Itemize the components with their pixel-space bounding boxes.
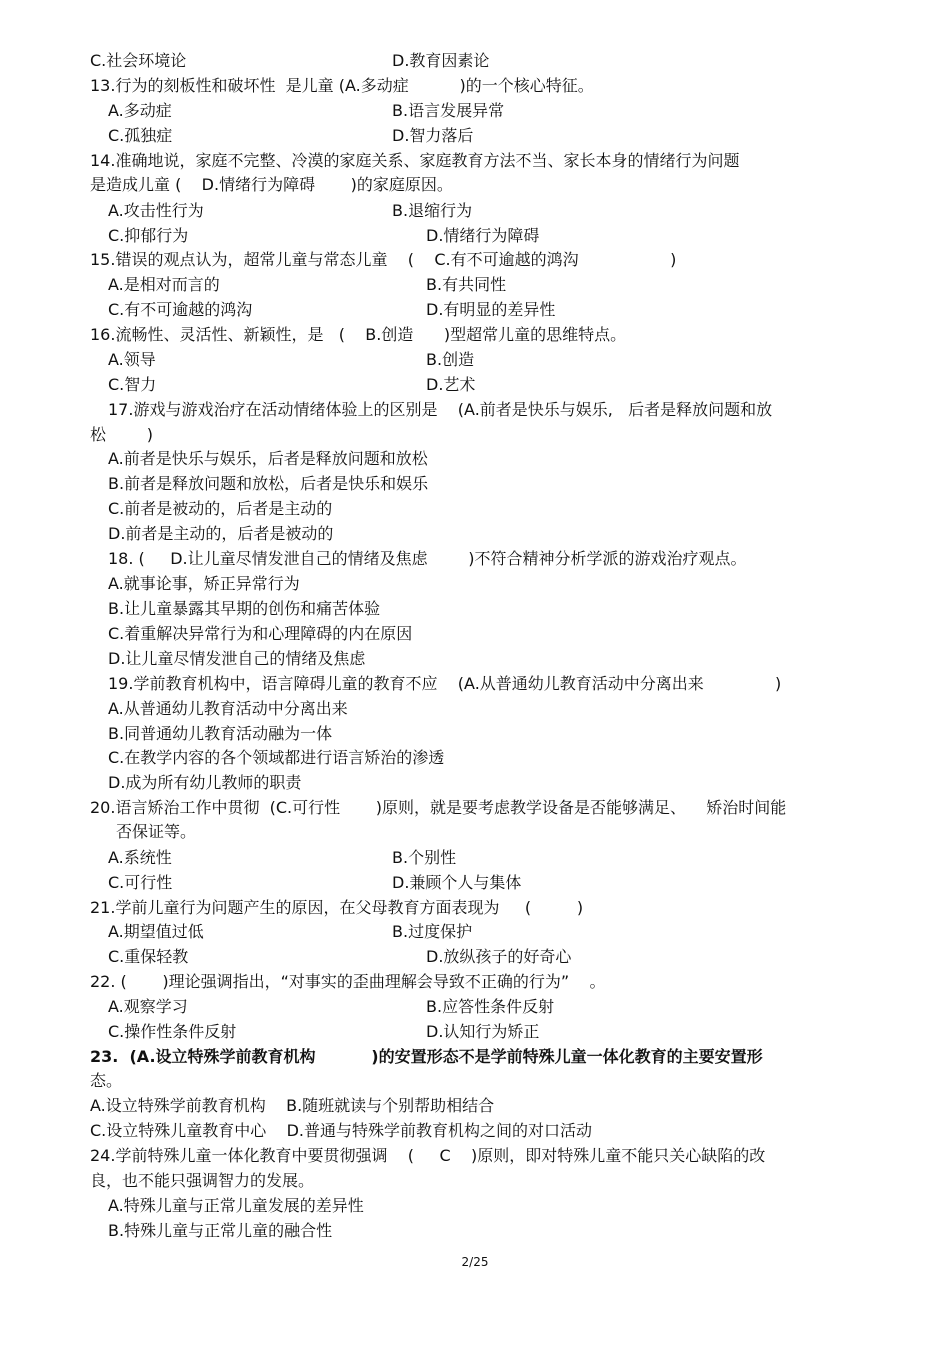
option-b: B.应答性条件反射 — [426, 997, 555, 1016]
option-d: D.智力落后 — [392, 126, 474, 145]
option-c: C.有不可逾越的鸿沟 — [108, 300, 253, 319]
option-a: A.从普通幼儿教育活动中分离出来 — [108, 699, 348, 718]
option-b: B.前者是释放问题和放松，后者是快乐和娱乐 — [108, 474, 429, 493]
option-b: B.同普通幼儿教育活动融为一体 — [108, 724, 333, 743]
question-23-cont: 态。 — [90, 1071, 123, 1090]
option-d: D.让儿童尽情发泄自己的情绪及焦虑 — [108, 649, 366, 668]
option-b: B.退缩行为 — [392, 201, 473, 220]
option-b: B.让儿童暴露其早期的创伤和痛苦体验 — [108, 599, 381, 618]
question-21: 21.学前儿童行为问题产生的原因，在父母教育方面表现为 ( ) — [90, 898, 584, 917]
question-14: 14.准确地说，家庭不完整、冷漠的家庭关系、家庭教育方法不当、家长本身的情绪行为问题 — [90, 151, 740, 170]
option-a: A.期望值过低 — [108, 922, 204, 941]
option-a: A.是相对而言的 — [108, 275, 220, 294]
question-13: 13.行为的刻板性和破坏性 是儿童 (A.多动症 )的一个核心特征。 — [90, 76, 594, 95]
option-c: C.在教学内容的各个领域都进行语言矫治的渗透 — [108, 748, 445, 767]
option-a: A.前者是快乐与娱乐，后者是释放问题和放松 — [108, 449, 428, 468]
option-c: C.抑郁行为 — [108, 226, 189, 245]
option-c: C.着重解决异常行为和心理障碍的内在原因 — [108, 624, 413, 643]
question-20-cont: 否保证等。 — [116, 822, 197, 841]
option-c: C.前者是被动的，后者是主动的 — [108, 499, 333, 518]
option-a: A.就事论事，矫正异常行为 — [108, 574, 300, 593]
option-a: A.观察学习 — [108, 997, 188, 1016]
option-b: B.有共同性 — [426, 275, 507, 294]
option-a: A.多动症 — [108, 101, 172, 120]
option-c: C.操作性条件反射 — [108, 1022, 237, 1041]
page-number: 2/25 — [461, 1255, 489, 1269]
question-16: 16.流畅性、灵活性、新颖性，是 ( B.创造 )型超常儿童的思维特点。 — [90, 325, 627, 344]
question-17: 17.游戏与游戏治疗在活动情绪体验上的区别是 (A.前者是快乐与娱乐, 后者是释放问题和放 — [108, 400, 773, 419]
option-d: D.认知行为矫正 — [426, 1022, 540, 1041]
option-c: C.重保轻教 — [108, 947, 189, 966]
option-cd: C.设立特殊儿童教育中心 D.普通与特殊学前教育机构之间的对口活动 — [90, 1121, 593, 1140]
option-ab: A.设立特殊学前教育机构 B.随班就读与个别帮助相结合 — [90, 1096, 495, 1115]
question-19: 19.学前教育机构中，语言障碍儿童的教育不应 (A.从普通幼儿教育活动中分离出来 ) — [108, 674, 782, 693]
option-d: D.放纵孩子的好奇心 — [426, 947, 572, 966]
question-18: 18. ( D.让儿童尽情发泄自己的情绪及焦虑 )不符合精神分析学派的游戏治疗观点。 — [108, 549, 747, 568]
option-a: A.领导 — [108, 350, 156, 369]
option-b: B.个别性 — [392, 848, 457, 867]
option-d: D.前者是主动的，后者是被动的 — [108, 524, 334, 543]
option-a: A.系统性 — [108, 848, 172, 867]
text-line: C.社会环境论 — [90, 51, 187, 70]
question-22: 22. ( )理论强调指出，“对事实的歪曲理解会导致不正确的行为” 。 — [90, 972, 606, 991]
option-c: C.可行性 — [108, 873, 173, 892]
option-a: A.特殊儿童与正常儿童发展的差异性 — [108, 1196, 364, 1215]
text-line: D.教育因素论 — [392, 51, 490, 70]
option-b: B.特殊儿童与正常儿童的融合性 — [108, 1221, 333, 1240]
option-d: D.有明显的差异性 — [426, 300, 556, 319]
option-d: D.情绪行为障碍 — [426, 226, 540, 245]
question-17-cont: 松 ) — [90, 425, 153, 444]
option-c: C.智力 — [108, 375, 157, 394]
option-a: A.攻击性行为 — [108, 201, 204, 220]
option-b: B.过度保护 — [392, 922, 473, 941]
option-d: D.艺术 — [426, 375, 476, 394]
question-24-cont: 良，也不能只强调智力的发展。 — [90, 1171, 315, 1190]
question-20: 20.语言矫治工作中贯彻 (C.可行性 )原则，就是要考虑教学设备是否能够满足、 矫治时间能 — [90, 798, 787, 817]
option-d: D.兼顾个人与集体 — [392, 873, 522, 892]
option-b: B.语言发展异常 — [392, 101, 505, 120]
option-b: B.创造 — [426, 350, 475, 369]
question-15: 15.错误的观点认为，超常儿童与常态儿童 ( C.有不可逾越的鸿沟 ) — [90, 250, 677, 269]
option-d: D.成为所有幼儿教师的职责 — [108, 773, 302, 792]
option-c: C.孤独症 — [108, 126, 173, 145]
question-23: 23. (A.设立特殊学前教育机构 )的安置形态不是学前特殊儿童一体化教育的主要安置形 — [90, 1047, 763, 1066]
question-14-cont: 是造成儿童 ( D.情绪行为障碍 )的家庭原因。 — [90, 175, 453, 194]
question-24: 24.学前特殊儿童一体化教育中要贯彻强调 ( C )原则，即对特殊儿童不能只关心缺陷的改 — [90, 1146, 766, 1165]
